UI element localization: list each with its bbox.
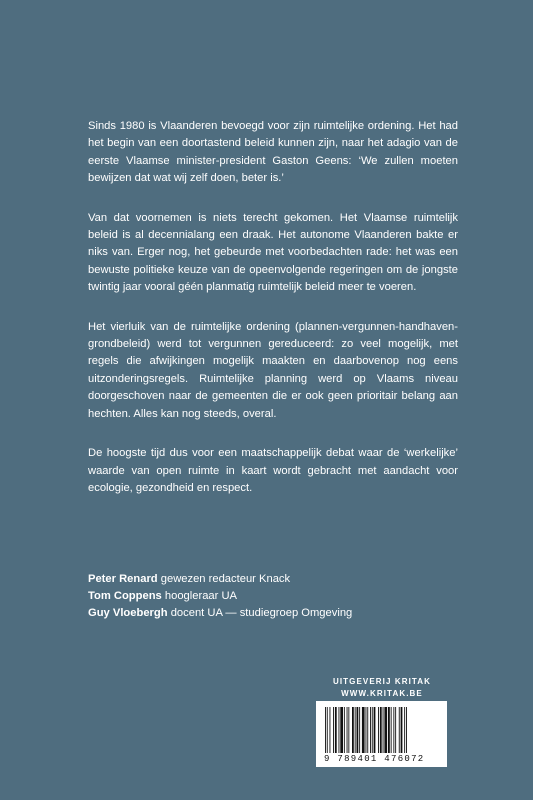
barcode-bar <box>325 707 326 753</box>
barcode-bar <box>359 707 360 753</box>
blurb-paragraph-2: Van dat voornemen is niets terecht gekomen. Het Vlaamse ruimtelijk beleid is al decennialang een draak. Het autonome Vlaanderen bakte er niks van. Erger nog, het gebeurde met voorbedachten rade: het was een bewuste politieke keuze van de opeenvolgende regeringen om de jongste twintig jaar vooral géén planmatig ruimtelijk beleid meer te voeren. <box>88 211 458 294</box>
barcode-bar <box>340 707 343 753</box>
author-role: gewezen redacteur Knack <box>160 573 291 585</box>
barcode-bar <box>352 707 354 753</box>
barcode-bar <box>399 707 400 753</box>
blurb-paragraph-4: De hoogste tijd dus voor een maatschappelijk debat waar de ‘werkelijke’ waarde van open ruimte in kaart wordt gebracht met aandacht voor ecologie, gezondheid en respect. <box>88 447 458 494</box>
author-credits <box>88 571 458 622</box>
barcode-bar <box>383 707 384 753</box>
barcode-bar <box>335 707 337 753</box>
barcode-bar <box>384 707 387 753</box>
barcode-bar <box>330 707 331 753</box>
barcode-bar <box>333 707 334 753</box>
barcode-bar <box>366 707 367 753</box>
barcode-bar <box>401 707 403 753</box>
author-role: hoogleraar UA <box>164 590 238 602</box>
author-credit <box>88 588 458 605</box>
barcode-bar <box>339 707 340 753</box>
barcode-bar <box>362 707 365 753</box>
barcode-bar <box>393 707 394 753</box>
barcode-bar <box>327 707 328 753</box>
barcode-bar <box>370 707 371 753</box>
blurb-paragraph-3: Het vierluik van de ruimtelijke ordening (plannen-vergunnen-handhaven-grondbeleid) werd tot vergunnen gereduceerd: zo veel mogelijk, met regels die afwijkingen mogelijk maakten en daarbovenop nog eens uitzonderingsregels. Ruimtelijke planning werd op Vlaams niveau doorgeschoven naar de gemeenten die er ook geen prioritair belang aan hechten. Alles kan nog steeds, overal. <box>88 320 458 420</box>
barcode-bar <box>372 707 373 753</box>
barcode-bars <box>325 707 439 753</box>
author-name: Tom Coppens <box>88 590 162 602</box>
barcode-bar <box>406 707 407 753</box>
barcode-bar <box>355 707 356 753</box>
author-credit <box>88 605 458 622</box>
barcode-bar <box>357 707 359 753</box>
blurb-paragraph-1: Sinds 1980 is Vlaanderen bevoegd voor zijn ruimtelijke ordening. Het had het begin van een doortastend beleid kunnen zijn, naar het adagio van de eerste Vlaamse minister-president Gaston Geens: ‘We zullen moeten bewijzen dat wat wij zelf doen, beter is.’ <box>88 120 458 185</box>
barcode-bar <box>391 707 392 753</box>
barcode-bar <box>395 707 396 753</box>
author-credit <box>88 571 458 588</box>
barcode-bar <box>374 707 376 753</box>
barcode-bar <box>367 707 368 753</box>
publisher-info <box>316 676 448 700</box>
author-name: Guy Vloebergh <box>88 607 168 619</box>
publisher-website: WWW.KRITAK.BE <box>341 689 423 698</box>
barcode-bar <box>378 707 379 753</box>
isbn-number: 9 789401 476072 <box>324 754 425 764</box>
publisher-name: UITGEVERIJ KRITAK <box>332 677 432 686</box>
barcode-bar <box>347 707 348 753</box>
author-role: docent UA — studiegroep Omgeving <box>170 607 353 619</box>
author-name: Peter Renard <box>88 573 158 585</box>
barcode-bar <box>380 707 382 753</box>
isbn-barcode <box>316 701 447 767</box>
back-cover-blurb <box>88 118 458 519</box>
barcode-bar <box>348 707 349 753</box>
barcode-bar <box>404 707 405 753</box>
barcode-bar <box>344 707 345 753</box>
barcode-bar <box>388 707 390 753</box>
